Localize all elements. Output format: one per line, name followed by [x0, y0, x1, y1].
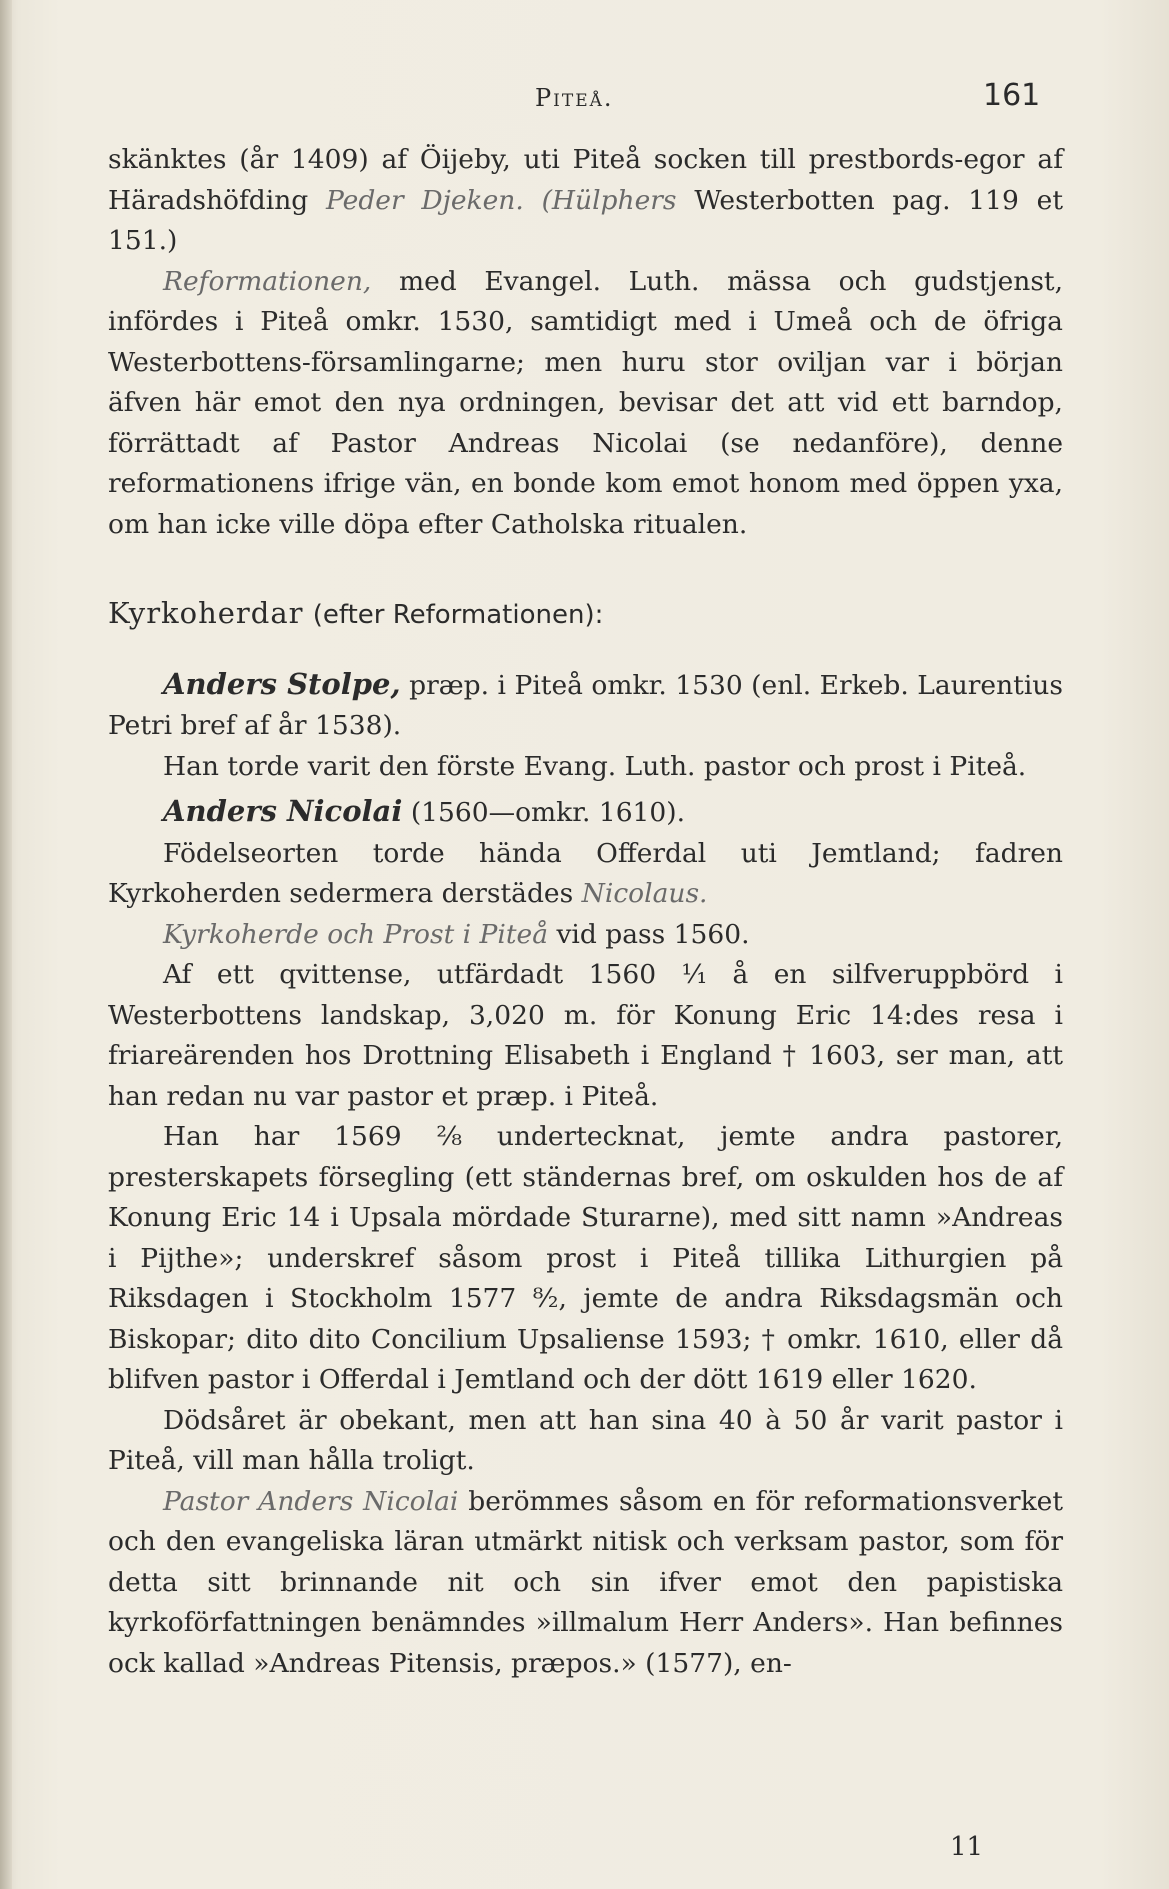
section-title: Kyrkoherdar [108, 596, 304, 630]
running-head: Piteå. [535, 84, 614, 112]
nicolai-paragraph-6: Pastor Anders Nicolai berömmes såsom en för reformationsverket och den evangeliska läran utmärkt nitisk och verksam pastor, som för detta sitt brinnande nit och sin ifver emot den papistiska kyrkoförfattningen benämndes »illmalum Herr Anders». Han befinnes ock kallad »Andreas Pitensis, præpos.» (1577), en- [108, 1485, 1063, 1679]
entry-nicolai [108, 791, 1063, 834]
person-name: Anders Nicolai [163, 794, 403, 828]
page-header [0, 78, 1169, 118]
intro-paragraph-2: Reformationen, med Evangel. Luth. mässa och gudstjenst, infördes i Piteå omkr. 1530, samtidigt med i Umeå och de öfriga Westerbottens-församlingarne; men huru stor oviljan var i början äfven här emot den nya ordningen, bevisar det att vid ett barndop, förrättadt af Pastor Andreas Nicolai (se nedanföre), denne reformationens ifrige vän, en bonde kom emot honom med öppen yxa, om han icke ville döpa efter Catholska ritualen. [108, 265, 1063, 540]
section-subtitle: (efter Reformationen): [312, 600, 604, 630]
nicolai-paragraph-3: Af ett qvittense, utfärdadt 1560 ¹⁄₁ å en silfveruppbörd i Westerbottens landskap, 3,020 m. för Konung Eric 14:des resa i friareärenden hos Drottning Elisabeth i England † 1603, ser man, att han redan nu var pastor et præp. i Piteå. [108, 959, 1063, 1112]
body-text [108, 140, 1063, 1684]
italic-author: (Hülphers [541, 184, 677, 216]
italic-term: Reformationen, [163, 265, 372, 297]
signature-mark: 11 [950, 1832, 984, 1862]
italic-person: Peder Djeken. [326, 184, 524, 216]
page-binding-edge [0, 0, 12, 1889]
nicolai-paragraph-4: Han har 1569 ²⁄₈ undertecknat, jemte andra pastorer, presterskapets försegling (ett ständernas bref, om oskulden hos de af Konung Eric 14 i Upsala mördade Sturarne), med sitt namn »Andreas i Pijthe»; underskref såsom prost i Piteå tillika Lithurgien på Riksdagen i Stockholm 1577 ⁸⁄₂, jemte de andra Riksdagsmän och Biskopar; dito dito Concilium Upsaliense 1593; † omkr. 1610, eller då blifven pastor i Offerdal i Jemtland och der dött 1619 eller 1620. [108, 1121, 1063, 1395]
nicolai-paragraph-2: Kyrkoherde och Prost i Piteå vid pass 1560. [163, 918, 750, 950]
section-heading [108, 593, 1063, 636]
page-number: 161 [983, 78, 1041, 113]
person-name: Anders Stolpe, [163, 666, 401, 701]
nicolai-paragraph-1: Födelseorten torde hända Offerdal uti Jemtland; fadren Kyrkoherden sedermera derstädes Nicolaus. [108, 837, 1063, 909]
entry-stolpe: Anders Stolpe, præp. i Piteå omkr. 1530 (enl. Erkeb. Laurentius Petri bref af år 1538). [108, 666, 1063, 741]
intro-paragraph-1: skänktes (år 1409) af Öijeby, uti Piteå socken till prestbords-egor af Häradshöfding Peder Djeken. (Hülphers Westerbotten pag. 119 et 151.) [108, 144, 1063, 256]
nicolai-paragraph-5: Dödsåret är obekant, men att han sina 40 à 50 år varit pastor i Piteå, vill man hålla troligt. [108, 1404, 1063, 1476]
entry-stolpe-line: Han torde varit den förste Evang. Luth. pastor och prost i Piteå. [163, 750, 1027, 782]
person-dates: (1560—omkr. 1610). [410, 797, 686, 828]
